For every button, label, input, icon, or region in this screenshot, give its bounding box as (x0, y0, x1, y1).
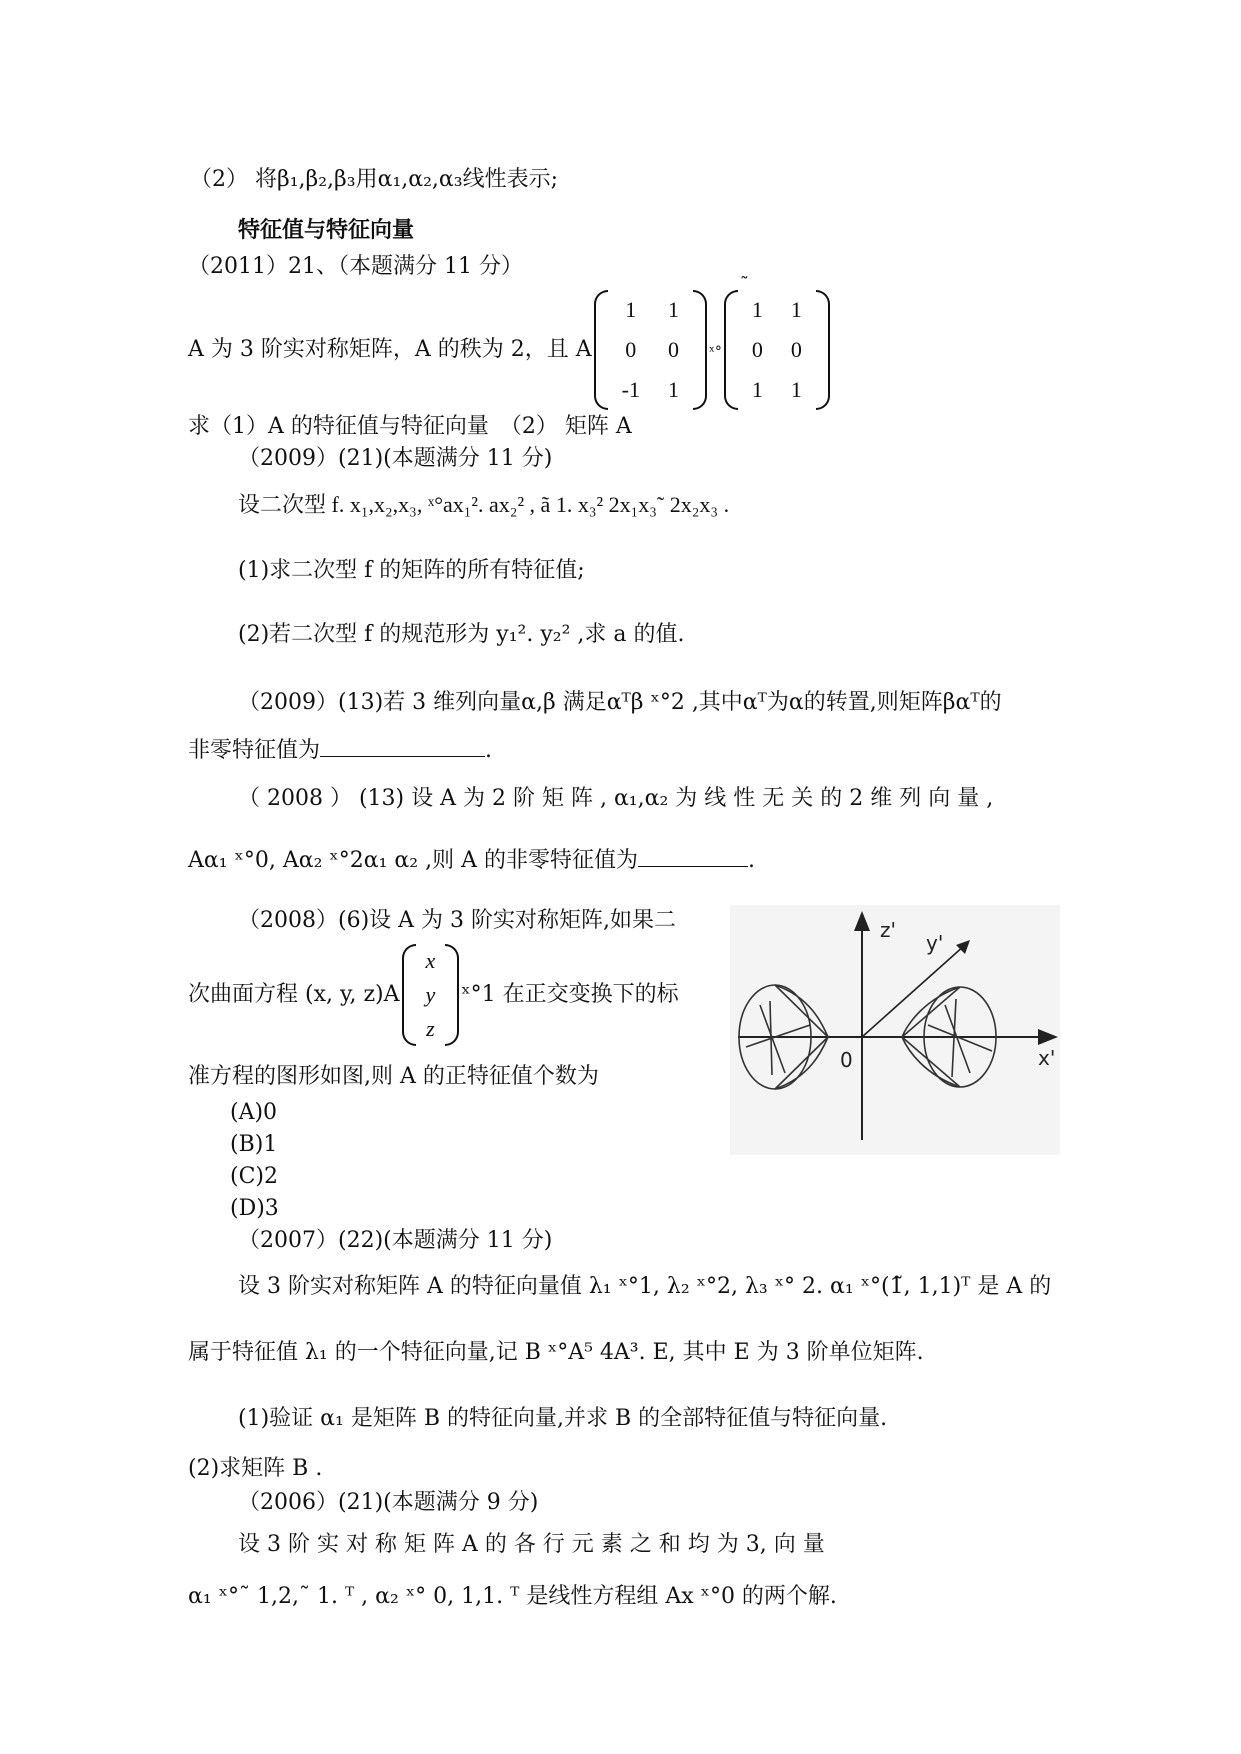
q2011-statement-text: A 为 3 阶实对称矩阵，A 的秩为 2，且 A (188, 337, 592, 362)
matrix-cell: 0 (751, 337, 763, 362)
q2006-header: （2006）(21)(本题满分 9 分) (238, 1490, 539, 1515)
matrix-left (594, 290, 707, 410)
label-x: x' (1038, 1046, 1056, 1070)
answer-blank (320, 736, 485, 757)
matrix-row (738, 330, 816, 370)
q2007-header: （2007）(22)(本题满分 11 分) (238, 1228, 553, 1253)
q2008-6-line1: （2008）(6)设 A 为 3 阶实对称矩阵,如果二 (238, 908, 677, 933)
q2009-13-period: . (485, 738, 493, 763)
column-vector (402, 944, 460, 1046)
q2008-13-text: Aα₁ ˣ°0, Aα₂ ˣ°2α₁ α₂ ,则 A 的非零特征值为 (188, 848, 638, 873)
q2008-6-line3: 准方程的图形如图,则 A 的正特征值个数为 (188, 1064, 599, 1089)
option-d: (D)3 (230, 1196, 279, 1221)
matrix-row (738, 290, 816, 330)
q2008-13-period: . (747, 848, 755, 873)
q2008-6-text-tail: ˣ°1 在正交变换下的标 (461, 982, 679, 1007)
matrix-cell: 1 (625, 297, 637, 322)
option-c: (C)2 (230, 1164, 278, 1189)
matrix-cell: 1 (667, 377, 679, 402)
q2007-part1: (1)验证 α₁ 是矩阵 B 的特征向量,并求 B 的全部特征值与特征向量. (238, 1406, 888, 1431)
q2006-line2: α₁ ˣ°˜ 1,2,˜ 1. ᵀ , α₂ ˣ° 0, 1,1. ᵀ 是线性方程组 Ax ˣ°0 的两个解. (188, 1584, 837, 1609)
matrix-right-mark: ˜ (739, 274, 749, 295)
matrix-cell: x (425, 948, 436, 973)
matrix-cell: 1 (751, 297, 763, 322)
q2011-ask: 求（1）A 的特征值与特征向量 （2） 矩阵 A (188, 414, 632, 439)
q2008-13-line1: （ 2008 ） (13) 设 A 为 2 阶 矩 阵 , α₁,α₂ 为 线 性 无 关 的 2 维 列 向 量 , (238, 786, 994, 811)
matrix-cell: -1 (621, 377, 640, 402)
q2009-21-part2: (2)若二次型 f 的规范形为 y₁². y₂² ,求 a 的值. (238, 622, 685, 647)
matrix-cell: 1 (667, 297, 679, 322)
hyperboloid-figure (730, 905, 1060, 1155)
matrix-row (416, 978, 446, 1012)
matrix-row (738, 370, 816, 410)
matrix-row (608, 330, 693, 370)
matrix-row (608, 290, 693, 330)
q2009-21-header: （2009）(21)(本题满分 11 分) (238, 446, 553, 471)
q2009-13-text: 非零特征值为 (188, 738, 321, 763)
line-beta-alpha: （2） 将β₁,β₂,β₃用α₁,α₂,α₃线性表示; (190, 167, 559, 192)
q2011-header: （2011）21、（本题满分 11 分） (188, 254, 523, 279)
q2009-13-line1: （2009）(13)若 3 维列向量α,β 满足αᵀβ ˣ°2 ,其中αᵀ为α的转置,则矩阵βαᵀ的 (238, 690, 1002, 715)
matrix-row (608, 370, 693, 410)
matrix-row (416, 1012, 446, 1046)
q2009-21-part1: (1)求二次型 f 的矩阵的所有特征值; (238, 558, 585, 583)
label-z: z' (880, 918, 896, 942)
q2007-line1: 设 3 阶实对称矩阵 A 的特征向量值 λ₁ ˣ°1, λ₂ ˣ°2, λ₃ ˣ° 2. α₁ ˣ°(1̃, 1,1)ᵀ 是 A 的 (238, 1274, 1052, 1299)
matrix-cell: 1 (751, 377, 763, 402)
q2009-21-quadratic-form: 设二次型 f. x₁,x₂,x₃, ˣ°ax₁². ax₂² , ã 1. x₃² 2x₁x₃˜ 2x₂x₃ . (238, 492, 730, 517)
matrix-cell: 0 (790, 337, 802, 362)
matrix-cell: 1 (790, 377, 802, 402)
answer-blank (638, 846, 748, 867)
q2011-statement (188, 274, 832, 410)
q2007-part2: (2)求矩阵 B . (188, 1456, 323, 1481)
matrix-cell: 1 (790, 297, 802, 322)
option-b: (B)1 (230, 1132, 278, 1157)
q2008-6-text: 次曲面方程 (x, y, z)A (188, 982, 400, 1007)
q2007-line2: 属于特征值 λ₁ 的一个特征向量,记 B ˣ°A⁵ 4A³. E, 其中 E 为 3 阶单位矩阵. (188, 1340, 924, 1365)
q2006-line1: 设 3 阶 实 对 称 矩 阵 A 的 各 行 元 素 之 和 均 为 3, 向 量 (238, 1532, 825, 1557)
matrix-right (724, 274, 830, 410)
q2011-equals-mark: ˣ° (708, 344, 722, 360)
matrix-cell: 0 (667, 337, 679, 362)
q2008-6-line2 (188, 940, 679, 1050)
section-title: 特征值与特征向量 (238, 218, 415, 243)
q2008-13-line2 (188, 846, 755, 876)
matrix-cell: 0 (625, 337, 637, 362)
matrix-cell: z (426, 1016, 435, 1041)
label-y: y' (926, 931, 944, 955)
option-a: (A)0 (230, 1100, 278, 1125)
q2009-13-line2 (188, 736, 492, 766)
matrix-cell: y (425, 982, 436, 1007)
matrix-row (416, 944, 446, 978)
label-origin: 0 (840, 1048, 853, 1072)
